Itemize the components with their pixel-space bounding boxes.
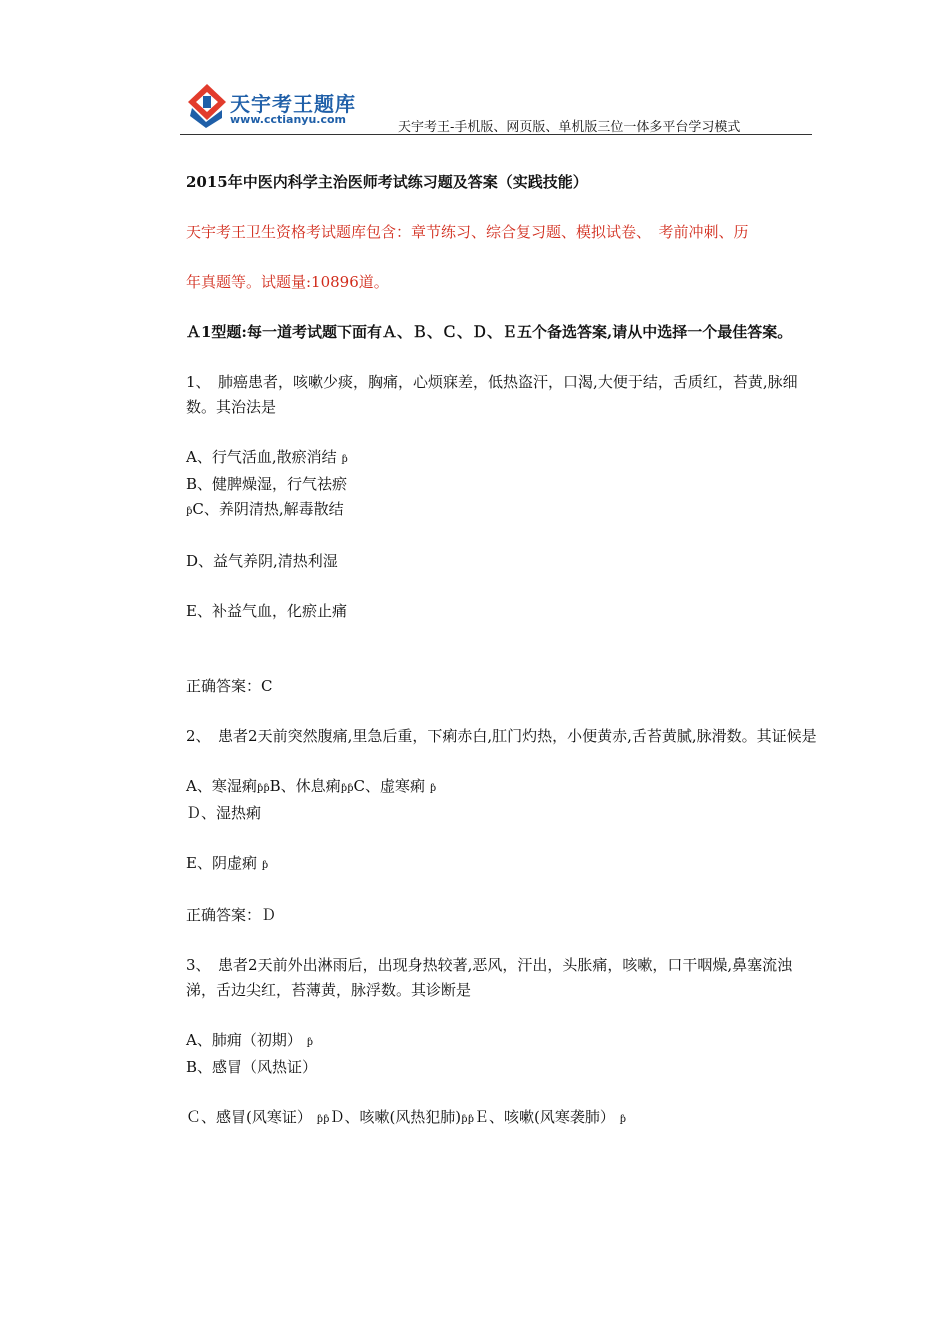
option-text: A、肺痈（初期） [186, 1031, 302, 1049]
question-1-option-c [186, 497, 818, 524]
logo-title: 天宇考王题库 [230, 92, 356, 116]
section-heading: Ａ1型题:每一道考试题下面有Ａ、Ｂ、Ｃ、Ｄ、Ｅ五个备选答案,请从中选择一个最佳答案。 [186, 323, 793, 341]
page-header [180, 78, 812, 135]
mark-glyph: ƥƥ [316, 1114, 330, 1125]
mark-glyph: ƥ [341, 454, 348, 465]
question-1-option-e: E、补益气血，化瘀止痛 [186, 602, 347, 620]
question-1-option-b: B、健脾燥湿，行气祛瘀 [186, 475, 348, 493]
intro-line-2: 年真题等。试题量:10896道。 [186, 273, 389, 291]
mark-glyph: ƥƥ [461, 1114, 474, 1125]
option-text: E、阴虚痢 [186, 854, 257, 872]
option-text: A、寒湿痢 [186, 777, 257, 795]
question-1-stem: 1、 肺癌患者，咳嗽少痰，胸痛，心烦寐差，低热盗汗，口渴,大便于结，舌质红，苔黄,脉细数。其治法是 [186, 373, 798, 416]
question-1-answer: 正确答案：C [186, 677, 273, 695]
question-1-option-a [186, 445, 818, 472]
mark-glyph: ƥ [186, 506, 193, 517]
document-body [186, 170, 818, 1132]
question-2-option-d: Ｄ、湿热痢 [186, 804, 262, 822]
logo-url: www.cctianyu.com [230, 113, 347, 126]
question-3-options-cde [186, 1105, 818, 1132]
document-title: 2015年中医内科学主治医师考试练习题及答案（实践技能） [186, 173, 588, 191]
option-text: C、虚寒痢 [353, 777, 425, 795]
question-3-option-a [186, 1028, 818, 1055]
option-text: B、休息痢 [269, 777, 341, 795]
question-2-answer: 正确答案：Ｄ [186, 906, 277, 924]
question-3-stem: 3、 患者2天前外出淋雨后，出现身热较著,恶风，汗出，头胀痛，咳嗽，口干咽燥,鼻塞流浊涕，舌边尖红，苔薄黄，脉浮数。其诊断是 [186, 956, 793, 999]
mark-glyph: ƥƥ [340, 783, 354, 794]
mark-glyph: ƥ [306, 1037, 314, 1048]
mark-glyph: ƥ [261, 860, 269, 871]
mark-glyph: ƥ [429, 783, 437, 794]
option-text: Ｅ、咳嗽(风寒袭肺） [473, 1108, 615, 1126]
mark-glyph: ƥƥ [256, 783, 270, 794]
question-2-option-e [186, 851, 818, 878]
question-2-options-abc [186, 774, 818, 801]
question-3-option-b: B、感冒（风热证） [186, 1058, 318, 1076]
option-text: Ｃ、感冒(风寒证） [186, 1108, 312, 1126]
question-2-stem: 2、 患者2天前突然腹痛,里急后重，下痢赤白,肛门灼热，小便黄赤,舌苔黄腻,脉滑数。其证候是 [186, 727, 817, 745]
question-1-option-d: D、益气养阴,清热利湿 [186, 552, 338, 570]
option-text: Ｄ、咳嗽(风热犯肺) [329, 1108, 462, 1126]
header-tagline: 天宇考王-手机版、网页版、单机版三位一体多平台学习模式 [398, 120, 741, 135]
intro-line-1: 天宇考王卫生资格考试题库包含：章节练习、综合复习题、模拟试卷、 考前冲刺、历 [186, 223, 749, 241]
mark-glyph: ƥ [619, 1114, 627, 1125]
logo-icon [186, 82, 228, 128]
option-text: C、养阴清热,解毒散结 [192, 500, 344, 518]
option-text: A、行气活血,散瘀消结 [186, 448, 337, 466]
